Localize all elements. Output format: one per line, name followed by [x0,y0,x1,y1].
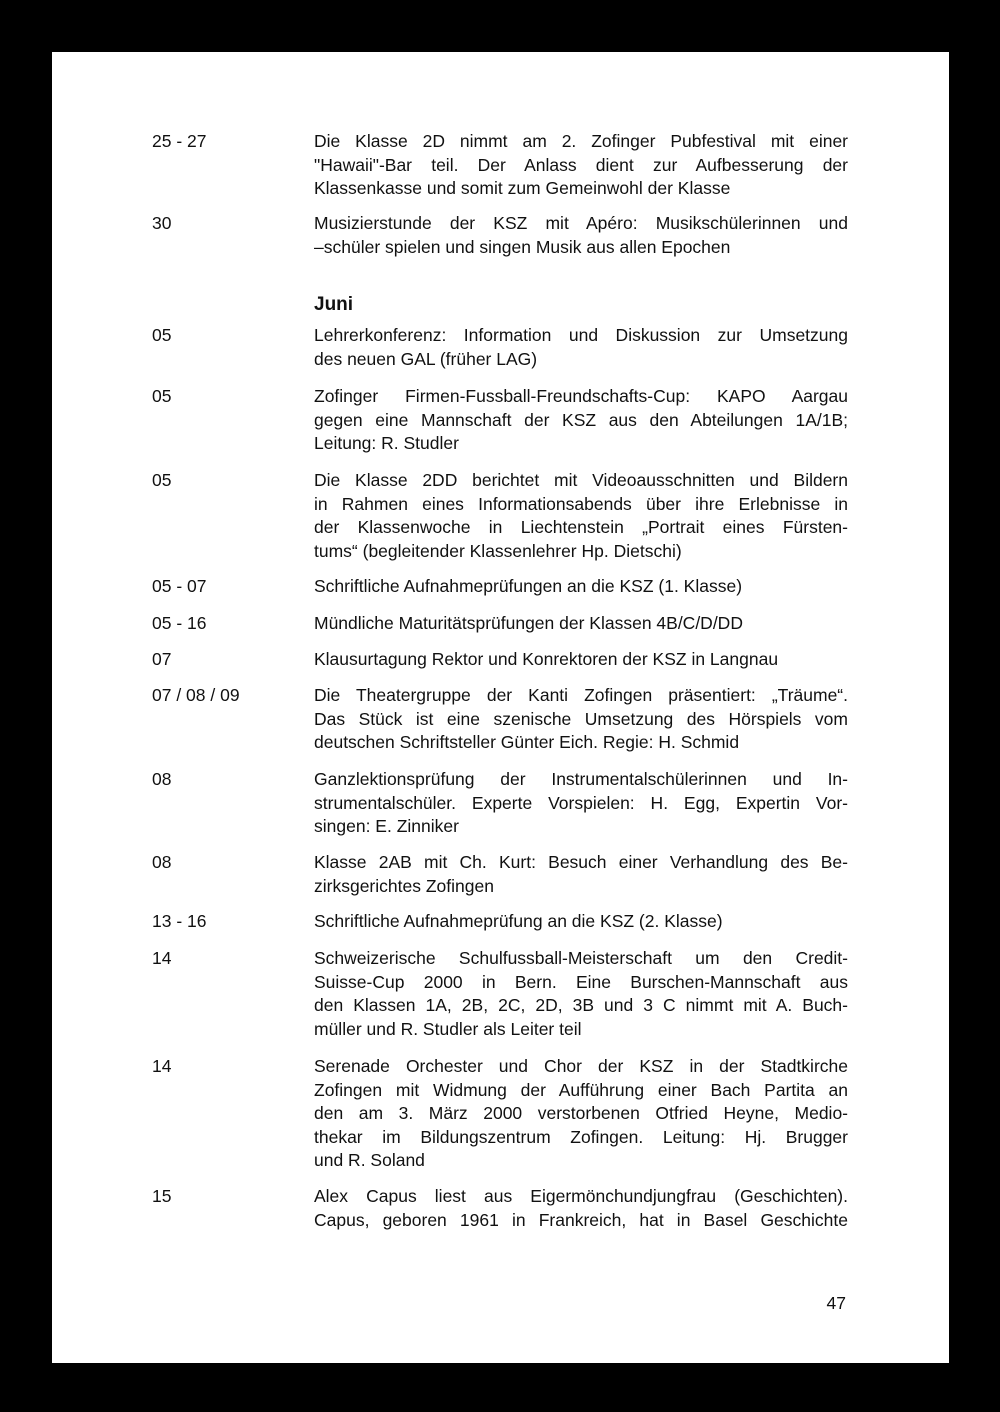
entry-date: 14 [152,1056,172,1076]
entry-line: Lehrerkonferenz: Information und Diskussion zur Umsetzung [314,325,848,345]
entry-text [314,385,848,456]
entry-line: Mündliche Maturitätsprüfungen der Klassen 4B/C/D/DD [314,613,743,633]
entry-line: –schüler spielen und singen Musik aus allen Epochen [314,236,731,257]
entry-date: 05 - 16 [152,613,207,633]
entry-line: Die Klasse 2DD berichtet mit Videoausschnitten und Bildern [314,470,848,490]
entry-line: Klasse 2AB mit Ch. Kurt: Besuch einer Verhandlung des Be- [314,852,848,872]
entry-date: 14 [152,948,172,968]
entry-text [314,324,848,371]
entry-line: tums“ (begleitender Klassenlehrer Hp. Dietschi) [314,540,682,561]
entry-date: 05 [152,386,172,406]
month-heading: Juni [314,294,354,315]
entry-line: thekar im Bildungszentrum Zofingen. Leitung: Hj. Brugger [314,1126,848,1147]
entry-line: Alex Capus liest aus Eigermönchundjungfrau (Geschichten). [314,1186,848,1206]
entry-date: 08 [152,769,172,789]
entry-date: 25 - 27 [152,131,207,151]
entry-date: 07 [152,649,172,669]
entry-line: Die Theatergruppe der Kanti Zofingen präsentiert: „Träume“. [314,685,848,705]
entry-line: "Hawaii"-Bar teil. Der Anlass dient zur Aufbesserung der [314,154,848,175]
entry-line: gegen eine Mannschaft der KSZ aus den Abteilungen 1A/1B; [314,409,848,430]
entry-line: Schriftliche Aufnahmeprüfung an die KSZ (2. Klasse) [314,911,723,931]
entry-line: des neuen GAL (früher LAG) [314,348,538,369]
document-page [52,52,949,1363]
entry-text [314,130,848,201]
entry-line: den Klassen 1A, 2B, 2C, 2D, 3B und 3 C nimmt mit A. Buch- [314,995,848,1015]
entry-text [314,469,848,563]
entry-text [314,768,848,839]
entry-line: müller und R. Studler als Leiter teil [314,1018,582,1039]
entry-text [314,212,848,259]
entry-line: Schriftliche Aufnahmeprüfungen an die KSZ (1. Klasse) [314,576,743,596]
entry-date: 05 [152,325,172,345]
entry-line: Zofingen mit Widmung der Aufführung einer Bach Partita an [314,1079,848,1100]
entry-line: Capus, geboren 1961 in Frankreich, hat in Basel Geschichte [314,1209,848,1230]
entry-text [314,612,848,636]
entry-line: strumentalschüler. Experte Vorspielen: H. Egg, Expertin Vor- [314,792,848,813]
entry-line: Klassenkasse und somit zum Gemeinwohl der Klasse [314,178,731,198]
entry-line: und R. Soland [314,1150,425,1170]
entry-date: 15 [152,1186,172,1206]
entry-date: 05 [152,470,172,490]
entry-text [314,684,848,755]
entry-line: in Rahmen eines Informationsabends über ihre Erlebnisse in [314,493,848,514]
entry-date: 07 / 08 / 09 [152,685,240,705]
entry-text [314,910,848,934]
entry-line: der Klassenwoche in Liechtenstein „Portrait eines Fürsten- [314,517,848,537]
entry-line: Schweizerische Schulfussball-Meisterschaft um den Credit- [314,948,848,968]
entry-text [314,648,848,672]
entry-line: Leitung: R. Studler [314,433,459,453]
entry-line: Klausurtagung Rektor und Konrektoren der KSZ in Langnau [314,649,779,669]
entry-date: 05 - 07 [152,576,207,596]
entry-line: Suisse-Cup 2000 in Bern. Eine Burschen-Mannschaft aus [314,971,848,992]
entry-line: Das Stück ist eine szenische Umsetzung des Hörspiels vom [314,708,848,729]
entry-line: singen: E. Zinniker [314,816,459,836]
entry-line: Zofinger Firmen-Fussball-Freundschafts-Cup: KAPO Aargau [314,386,848,406]
entry-text [314,1185,848,1232]
entry-line: Die Klasse 2D nimmt am 2. Zofinger Pubfestival mit einer [314,131,848,151]
entry-text [314,575,848,599]
entry-text [314,947,848,1041]
entry-line: Serenade Orchester und Chor der KSZ in der Stadtkirche [314,1056,848,1076]
entry-text [314,1055,848,1173]
entry-date: 30 [152,213,172,233]
page-number: 47 [826,1293,846,1313]
entry-text [314,851,848,898]
entry-line: deutschen Schriftsteller Günter Eich. Regie: H. Schmid [314,732,740,752]
entry-date: 13 - 16 [152,911,207,931]
entry-line: den am 3. März 2000 verstorbenen Otfried Heyne, Medio- [314,1103,848,1123]
entry-line: Musizierstunde der KSZ mit Apéro: Musikschülerinnen und [314,213,848,233]
entry-line: Ganzlektionsprüfung der Instrumentalschülerinnen und In- [314,769,848,789]
entry-date: 08 [152,852,172,872]
entry-line: zirksgerichtes Zofingen [314,875,494,896]
